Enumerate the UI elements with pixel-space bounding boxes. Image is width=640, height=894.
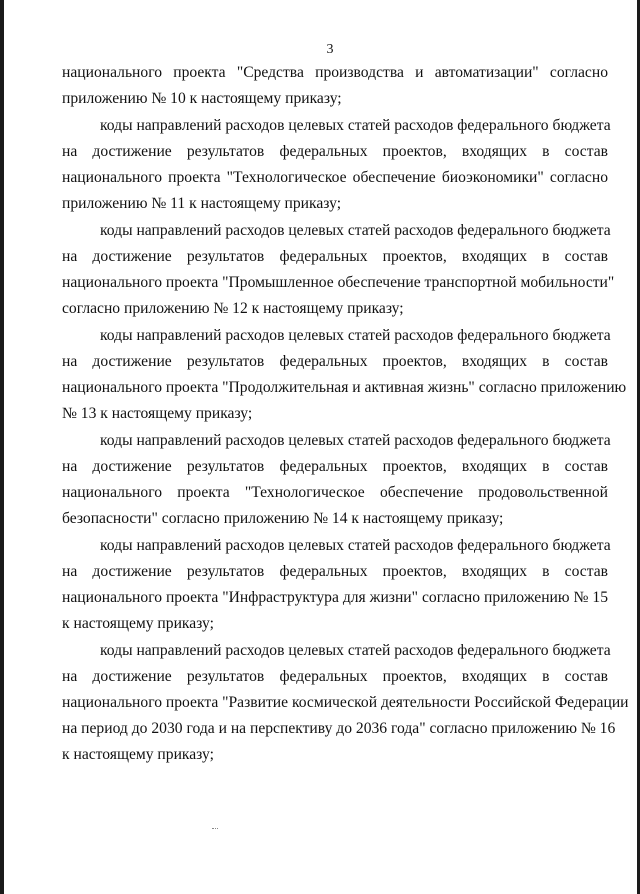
text-line: на достижение результатов федеральных проектов, входящих в состав xyxy=(62,668,608,685)
text-line: приложению № 11 к настоящему приказу; xyxy=(62,195,342,212)
text-line: национального проекта "Продолжительная и активная жизнь" согласно приложению xyxy=(62,379,627,396)
text-line: коды направлений расходов целевых статей расходов федерального бюджета xyxy=(100,117,611,134)
text-line: коды направлений расходов целевых статей расходов федерального бюджета xyxy=(100,537,611,554)
document-body xyxy=(62,60,629,768)
paragraph-7 xyxy=(62,638,629,768)
page-number: 3 xyxy=(326,42,334,57)
text-line: национального проекта "Развитие космической деятельности Российской Федерации xyxy=(62,694,629,711)
paragraph-4 xyxy=(62,323,627,427)
text-line: национального проекта "Инфраструктура для жизни" согласно приложению № 15 xyxy=(62,589,608,606)
text-line: приложению № 10 к настоящему приказу; xyxy=(62,90,342,107)
text-line: на достижение результатов федеральных проектов, входящих в состав xyxy=(62,248,608,265)
text-line: коды направлений расходов целевых статей расходов федерального бюджета xyxy=(100,327,611,344)
text-line: на достижение результатов федеральных проектов, входящих в состав xyxy=(62,458,608,475)
text-line: к настоящему приказу; xyxy=(62,615,214,632)
text-line: национального проекта "Технологическое обеспечение продовольственной xyxy=(62,484,608,501)
scan-speck xyxy=(212,828,218,831)
text-line: национального проекта "Средства производства и автоматизации" согласно xyxy=(62,64,608,81)
paragraph-3 xyxy=(62,218,615,322)
text-line: безопасности" согласно приложению № 14 к настоящему приказу; xyxy=(62,510,504,527)
text-line: национального проекта "Технологическое обеспечение биоэкономики" согласно xyxy=(62,169,608,186)
text-line: коды направлений расходов целевых статей расходов федерального бюджета xyxy=(100,432,611,449)
text-line: на достижение результатов федеральных проектов, входящих в состав xyxy=(62,563,608,580)
text-line: коды направлений расходов целевых статей расходов федерального бюджета xyxy=(100,222,611,239)
text-line: № 13 к настоящему приказу; xyxy=(62,405,253,422)
paragraph-1 xyxy=(62,60,608,112)
paragraph-6 xyxy=(62,533,611,637)
text-line: на достижение результатов федеральных проектов, входящих в состав xyxy=(62,353,608,370)
text-line: на достижение результатов федеральных проектов, входящих в состав xyxy=(62,143,608,160)
text-line: согласно приложению № 12 к настоящему приказу; xyxy=(62,300,404,317)
scan-edge-left xyxy=(0,0,4,894)
text-line: национального проекта "Промышленное обеспечение транспортной мобильности" xyxy=(62,274,615,291)
text-line: на период до 2030 года и на перспективу до 2036 года" согласно приложению № 16 xyxy=(62,720,616,737)
text-line: коды направлений расходов целевых статей расходов федерального бюджета xyxy=(100,642,611,659)
paragraph-2 xyxy=(62,113,611,217)
paragraph-5 xyxy=(62,428,611,532)
text-line: к настоящему приказу; xyxy=(62,746,214,763)
